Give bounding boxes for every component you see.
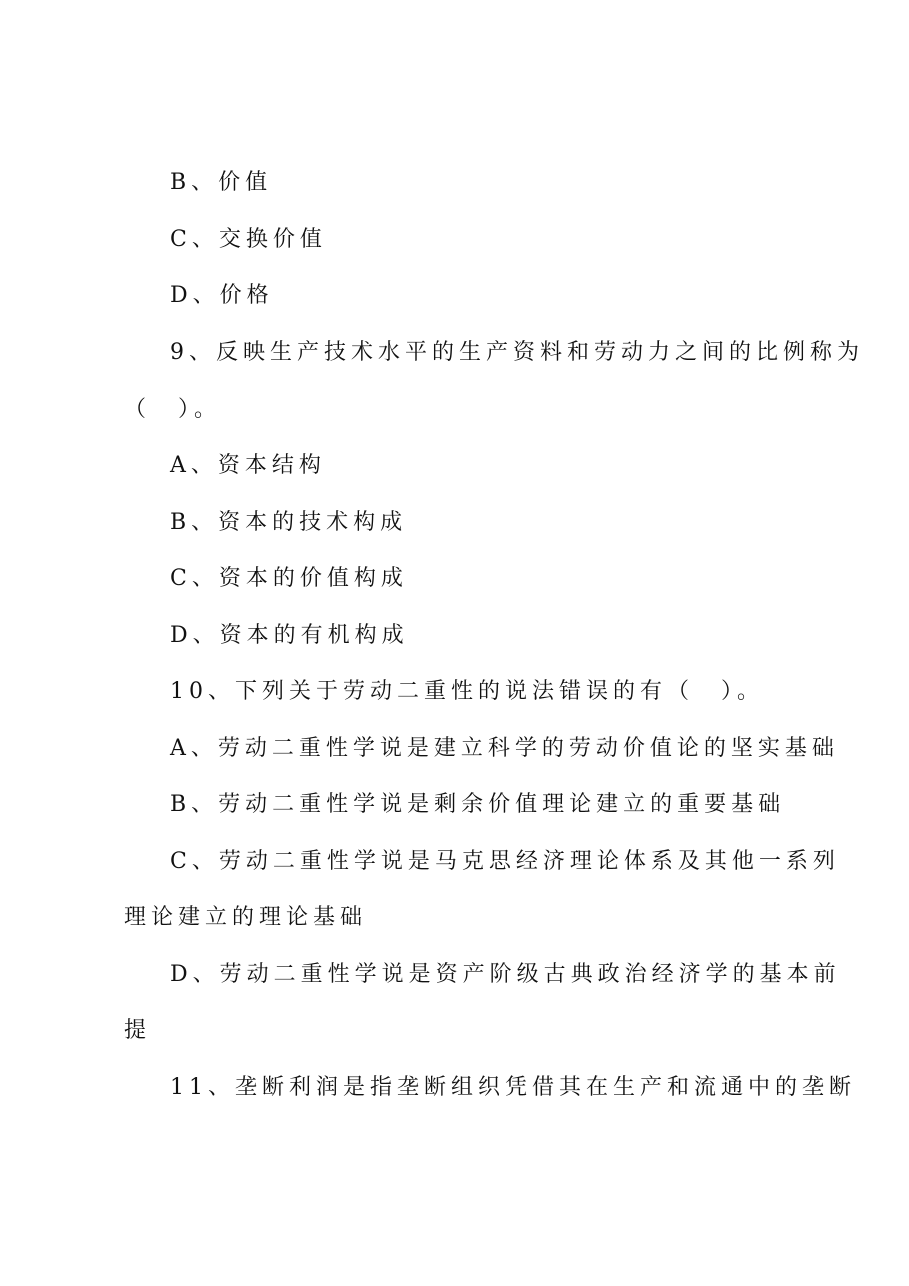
option-d-q10: D、劳动二重性学说是资产阶级古典政治经济学的基本前 [170,962,841,987]
option-d-q10-continuation: 提 [124,1018,152,1043]
option-b-q9: B、资本的技术构成 [170,510,408,535]
question-9-text: 9、反映生产技术水平的生产资料和劳动力之间的比例称为 [170,340,864,365]
option-b-q10: B、劳动二重性学说是剩余价值理论建立的重要基础 [170,792,786,817]
option-c-q10: C、劳动二重性学说是马克思经济理论体系及其他一系列 [170,849,840,874]
option-c-q8: C、交换价值 [170,227,327,252]
option-c-q10-continuation: 理论建立的理论基础 [124,905,368,930]
question-9-continuation: （ ）。 [124,397,222,422]
option-c-q9: C、资本的价值构成 [170,566,408,591]
option-d-q8: D、价格 [170,283,274,308]
question-10-text: 10、下列关于劳动二重性的说法错误的有（ ）。 [170,679,764,704]
option-d-q9: D、资本的有机构成 [170,623,409,648]
option-b-q8: B、价值 [170,170,273,195]
option-a-q9: A、资本结构 [170,453,326,478]
question-11-text: 11、垄断利润是指垄断组织凭借其在生产和流通中的垄断 [170,1075,856,1100]
option-a-q10: A、劳动二重性学说是建立科学的劳动价值论的坚实基础 [170,736,839,761]
